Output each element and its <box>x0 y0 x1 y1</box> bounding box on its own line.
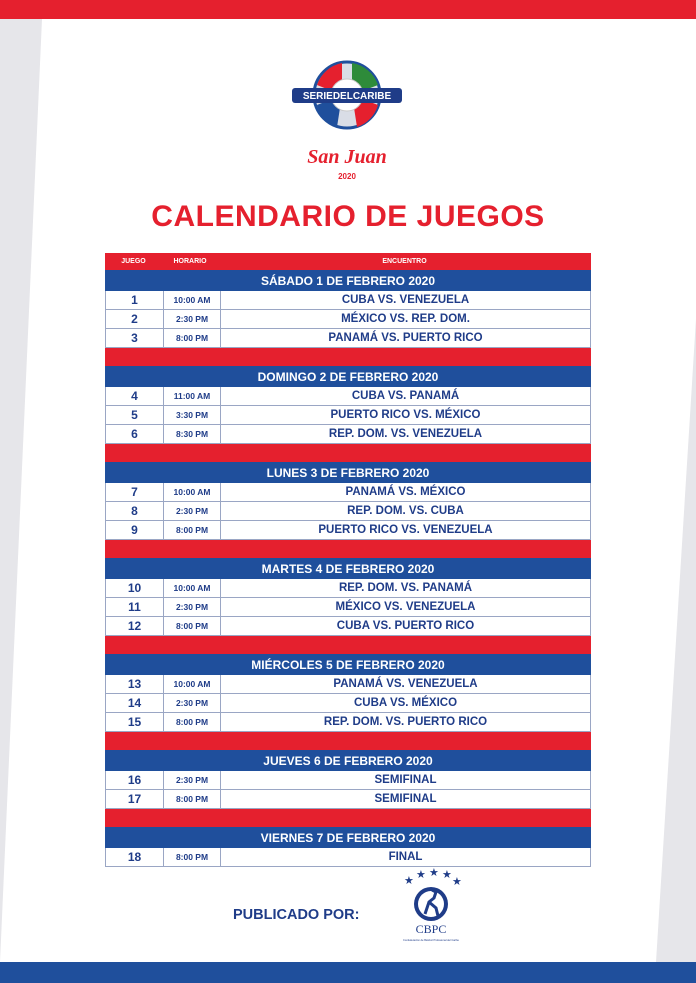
game-matchup: CUBA VS. MÉXICO <box>353 697 458 709</box>
game-number: 7 <box>106 483 164 501</box>
day-header: SÁBADO 1 DE FEBRERO 2020 <box>105 270 591 291</box>
right-grey-stripe <box>626 19 696 962</box>
game-row <box>105 483 591 502</box>
left-grey-stripe <box>0 19 70 962</box>
game-time: 8:00 PM <box>164 521 221 539</box>
game-matchup: PANAMÁ VS. PUERTO RICO <box>328 332 483 344</box>
game-matchup: MÉXICO VS. REP. DOM. <box>341 313 470 325</box>
game-time: 10:00 AM <box>164 291 221 309</box>
logo-year-text: 2020 <box>338 172 356 181</box>
logo-brand-text: SERIEDELCARIBE <box>302 91 392 102</box>
game-matchup: PANAMÁ VS. MÉXICO <box>345 486 466 498</box>
game-time: 8:00 PM <box>164 329 221 347</box>
svg-text:★: ★ <box>452 876 462 888</box>
col-header-horario: HORARIO <box>173 258 207 265</box>
game-matchup: SEMIFINAL <box>374 774 437 786</box>
top-red-bar <box>0 0 696 19</box>
game-time: 10:00 AM <box>164 483 221 501</box>
game-number: 9 <box>106 521 164 539</box>
game-number: 4 <box>106 387 164 405</box>
game-row <box>105 579 591 598</box>
published-by-label: PUBLICADO POR: <box>233 907 360 923</box>
day-header: MIÉRCOLES 5 DE FEBRERO 2020 <box>105 654 591 675</box>
game-row <box>105 694 591 713</box>
game-matchup: CUBA VS. VENEZUELA <box>341 294 470 306</box>
game-time: 10:00 AM <box>164 675 221 693</box>
game-time: 2:30 PM <box>164 694 221 712</box>
cbpc-acronym: CBPC <box>415 922 447 936</box>
bottom-blue-bar <box>0 962 696 983</box>
table-header <box>105 253 591 270</box>
day-header: LUNES 3 DE FEBRERO 2020 <box>105 462 591 483</box>
game-time: 11:00 AM <box>164 387 221 405</box>
serie-del-caribe-logo <box>282 55 412 185</box>
game-row <box>105 329 591 348</box>
game-number: 5 <box>106 406 164 424</box>
game-matchup: CUBA VS. PUERTO RICO <box>336 620 475 632</box>
game-number: 8 <box>106 502 164 520</box>
game-row <box>105 521 591 540</box>
day-separator <box>105 540 591 558</box>
game-time: 2:30 PM <box>164 598 221 616</box>
game-time: 8:00 PM <box>164 713 221 731</box>
game-number: 13 <box>106 675 164 693</box>
game-time: 2:30 PM <box>164 502 221 520</box>
day-separator <box>105 444 591 462</box>
game-number: 6 <box>106 425 164 443</box>
col-header-juego: JUEGO <box>121 258 146 265</box>
day-separator <box>105 348 591 366</box>
game-time: 8:00 PM <box>164 848 221 866</box>
schedule-table <box>105 253 591 867</box>
game-matchup: REP. DOM. VS. CUBA <box>347 505 464 517</box>
game-matchup: REP. DOM. VS. PANAMÁ <box>338 582 473 594</box>
game-row <box>105 848 591 867</box>
day-header: JUEVES 6 DE FEBRERO 2020 <box>105 750 591 771</box>
game-time: 3:30 PM <box>164 406 221 424</box>
game-number: 11 <box>106 598 164 616</box>
game-row <box>105 675 591 694</box>
svg-text:★: ★ <box>404 875 414 887</box>
game-number: 15 <box>106 713 164 731</box>
game-matchup: REP. DOM. VS. PUERTO RICO <box>323 716 488 728</box>
game-time: 10:00 AM <box>164 579 221 597</box>
game-row <box>105 387 591 406</box>
svg-text:★: ★ <box>429 868 439 879</box>
day-separator <box>105 732 591 750</box>
game-number: 1 <box>106 291 164 309</box>
game-row <box>105 406 591 425</box>
logo-city-text: San Juan <box>307 146 387 168</box>
day-header: VIERNES 7 DE FEBRERO 2020 <box>105 827 591 848</box>
game-row <box>105 291 591 310</box>
game-number: 14 <box>106 694 164 712</box>
game-time: 8:30 PM <box>164 425 221 443</box>
page-title: CALENDARIO DE JUEGOS <box>151 200 545 233</box>
game-number: 12 <box>106 617 164 635</box>
game-time: 8:00 PM <box>164 790 221 808</box>
game-matchup: CUBA VS. PANAMÁ <box>351 390 460 402</box>
game-number: 10 <box>106 579 164 597</box>
game-row <box>105 771 591 790</box>
svg-text:★: ★ <box>442 869 452 881</box>
game-row <box>105 310 591 329</box>
game-matchup: SEMIFINAL <box>374 793 437 805</box>
day-separator <box>105 809 591 827</box>
game-matchup: FINAL <box>388 851 423 863</box>
game-matchup: PANAMÁ VS. VENEZUELA <box>333 678 478 690</box>
game-time: 2:30 PM <box>164 310 221 328</box>
game-row <box>105 502 591 521</box>
game-matchup: PUERTO RICO VS. VENEZUELA <box>318 524 493 536</box>
game-matchup: REP. DOM. VS. VENEZUELA <box>328 428 483 440</box>
game-row <box>105 617 591 636</box>
game-time: 2:30 PM <box>164 771 221 789</box>
game-time: 8:00 PM <box>164 617 221 635</box>
game-row <box>105 425 591 444</box>
day-header: MARTES 4 DE FEBRERO 2020 <box>105 558 591 579</box>
game-number: 3 <box>106 329 164 347</box>
game-number: 18 <box>106 848 164 866</box>
svg-text:★: ★ <box>416 869 426 881</box>
cbpc-logo <box>398 868 464 952</box>
game-number: 2 <box>106 310 164 328</box>
game-number: 16 <box>106 771 164 789</box>
col-header-encuentro: ENCUENTRO <box>382 258 427 265</box>
game-number: 17 <box>106 790 164 808</box>
game-matchup: PUERTO RICO VS. MÉXICO <box>330 409 481 421</box>
day-separator <box>105 636 591 654</box>
game-matchup: MÉXICO VS. VENEZUELA <box>335 601 476 613</box>
day-header: DOMINGO 2 DE FEBRERO 2020 <box>105 366 591 387</box>
game-row <box>105 790 591 809</box>
game-row <box>105 598 591 617</box>
game-row <box>105 713 591 732</box>
cbpc-org-name: Confederación de Béisbol Profesional del Caribe <box>403 938 460 942</box>
